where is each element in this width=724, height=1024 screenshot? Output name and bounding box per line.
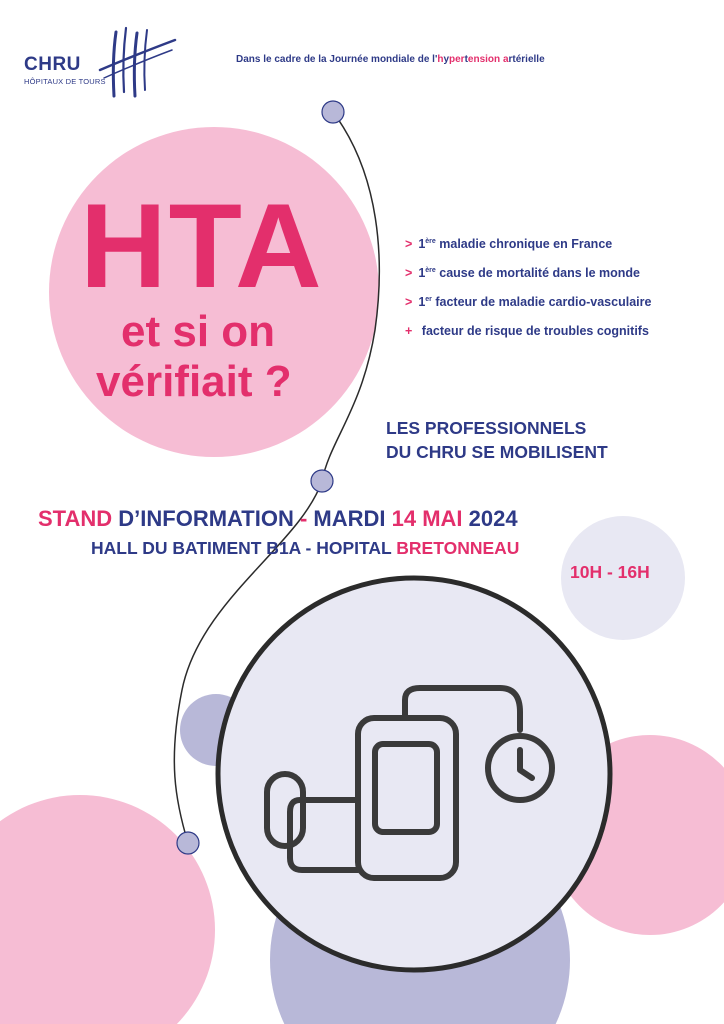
fact-item	[405, 266, 640, 280]
connector-dot-top	[322, 101, 344, 123]
mobilisation-line1: LES PROFESSIONNELS	[386, 418, 587, 438]
fact-ordinal: 1	[418, 295, 426, 309]
fact-ordinal: 1	[418, 266, 426, 280]
fact-text: facteur de risque de troubles cognitifs	[418, 324, 649, 338]
location-text: HALL DU BATIMENT B1A - HOPITAL	[91, 538, 397, 558]
fact-text: maladie chronique en France	[435, 237, 613, 251]
fact-sup: ère	[425, 237, 436, 245]
context-highlight: a	[502, 54, 509, 65]
fact-marker: +	[405, 324, 413, 338]
connector-dot-middle	[311, 470, 333, 492]
fact-text: facteur de maladie cardio-vasculaire	[431, 295, 652, 309]
mobilisation-text	[386, 417, 608, 464]
context-text: Dans le cadre de la Journée mondiale de l'	[236, 54, 438, 65]
fact-sup: er	[425, 295, 432, 303]
event-title	[38, 506, 518, 532]
connector-dot-bottom	[177, 832, 199, 854]
bottom-left-pink-circle	[0, 795, 215, 1024]
context-highlight: per	[449, 54, 465, 65]
event-dash: -	[299, 506, 314, 531]
logo-subtitle: HÔPITAUX DE TOURS	[24, 77, 106, 86]
fact-marker: >	[405, 237, 413, 251]
headline-line2: et si on	[121, 307, 276, 356]
event-year: 2024	[468, 506, 518, 531]
context-highlight: h	[437, 54, 444, 65]
fact-ordinal: 1	[418, 237, 426, 251]
fact-item	[405, 324, 649, 338]
fact-text: cause de mortalité dans le monde	[435, 266, 641, 280]
mobilisation-line2: DU CHRU SE MOBILISENT	[386, 441, 608, 462]
hospital-name: BRETONNEAU	[396, 538, 520, 558]
context-text: rtérielle	[508, 54, 545, 65]
fact-item	[405, 295, 651, 309]
context-text: y	[443, 54, 450, 65]
event-day: MARDI	[313, 506, 392, 531]
event-date: 14 MAI	[391, 506, 469, 531]
fact-marker: >	[405, 295, 413, 309]
context-text: t	[464, 54, 468, 65]
context-line	[236, 54, 545, 65]
logo-name: CHRU	[24, 54, 81, 75]
headline-title: HTA	[80, 179, 324, 313]
fact-item	[405, 237, 612, 251]
event-stand: STAND	[38, 506, 113, 531]
event-hours: 10H - 16H	[570, 562, 650, 582]
chru-logo-icon	[100, 28, 175, 96]
event-information: D’INFORMATION	[112, 506, 300, 531]
fact-sup: ère	[425, 266, 436, 274]
context-highlight: ension	[467, 54, 503, 65]
headline-line3: vérifiait ?	[96, 357, 292, 406]
event-location	[91, 538, 519, 559]
fact-marker: >	[405, 266, 413, 280]
